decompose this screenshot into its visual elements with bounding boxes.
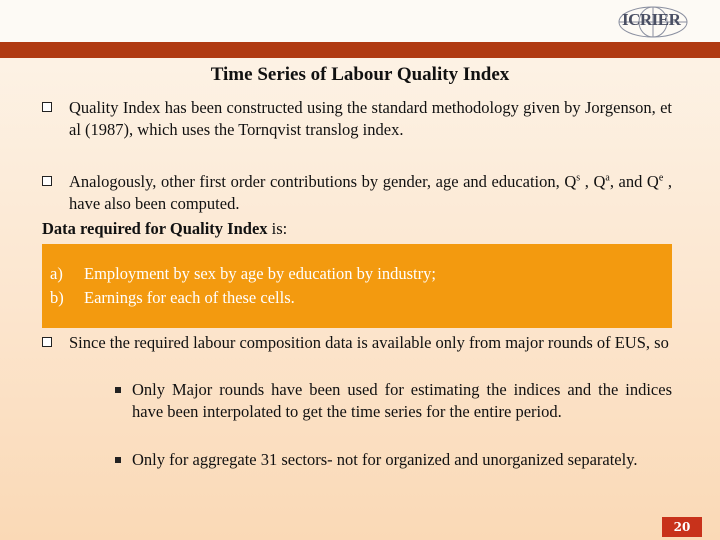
- sub-bullet-aggregate: Only for aggregate 31 sectors- not for organized and unorganized separately.: [115, 449, 672, 471]
- sub-bullet-major-rounds: Only Major rounds have been used for estimating the indices and the indices have been interpolated to get the time series for the entire period.: [115, 379, 672, 423]
- data-required-line: Data required for Quality Index is:: [42, 219, 288, 238]
- logo-text: ICRIER: [622, 10, 681, 29]
- square-bullet-icon: [115, 387, 121, 393]
- square-bullet-icon: [115, 457, 121, 463]
- page-number: 20: [662, 517, 702, 537]
- checkbox-bullet-icon: [42, 176, 52, 186]
- bullet-contributions: [42, 171, 672, 215]
- bullet-text: Since the required labour composition data is available only from major rounds of EUS, so: [69, 333, 669, 352]
- bullet-quality-index: [42, 97, 672, 141]
- icrier-logo: [612, 4, 694, 40]
- data-required-label: Data required for Quality Index: [42, 219, 268, 238]
- box-item-b: b) Earnings for each of these cells.: [50, 288, 295, 307]
- data-requirements-box: [42, 244, 672, 328]
- checkbox-bullet-icon: [42, 337, 52, 347]
- slide-title: Time Series of Labour Quality Index: [210, 64, 510, 85]
- bullet-labour-data: [42, 332, 672, 354]
- accent-bar: [0, 42, 720, 58]
- box-item-a: a) Employment by sex by age by education by industry;: [50, 264, 436, 283]
- checkbox-bullet-icon: [42, 102, 52, 112]
- bullet-text: Quality Index has been constructed using the standard methodology given by Jorgenson, et al (1987), which uses the Tornqvist translog index.: [69, 98, 672, 139]
- bullet-text: Analogously, other first order contributions by gender, age and education, $Q^s$ , $Q^a$, and $Q^e$ , have also been computed.: [69, 172, 672, 213]
